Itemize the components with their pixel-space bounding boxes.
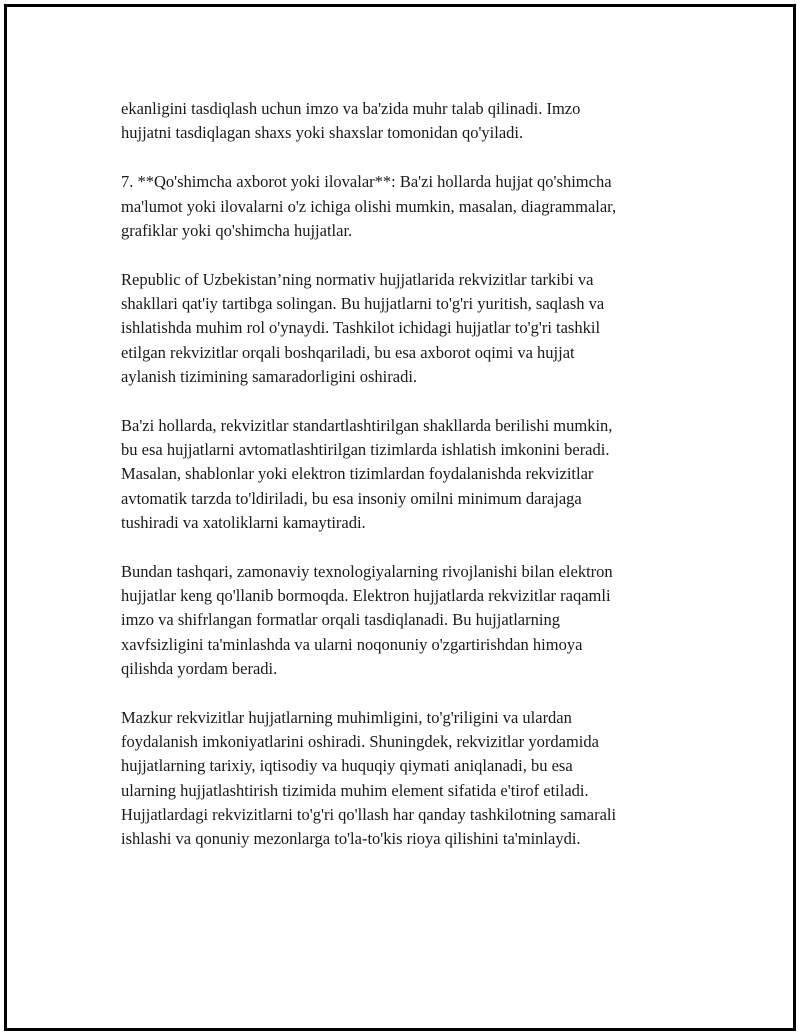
text-line: 7. **Qo'shimcha axborot yoki ilovalar**: Ba'zi hollarda hujjat qo'shimcha [121,172,612,192]
text-line: grafiklar yoki qo'shimcha hujjatlar. [121,220,353,240]
text-line: etilgan rekvizitlar orqali boshqariladi, bu esa axborot oqimi va hujjat [121,342,575,362]
text-line: ekanligini tasdiqlash uchun imzo va ba'zida muhr talab qilinadi. Imzo [121,99,581,118]
text-line: hujjatni tasdiqlagan shaxs yoki shaxslar tomonidan qo'yiladi. [121,123,524,143]
paragraph-standardized-forms [121,414,681,535]
paragraph-item-7-attachments [121,170,681,243]
document-body [121,97,681,876]
text-line: Hujjatlardagi rekvizitlarni to'g'ri qo'llash har qanday tashkilotning samarali [121,804,617,824]
text-line: bu esa hujjatlarni avtomatlashtirilgan tizimlarda ishlatish imkonini beradi. [121,440,610,460]
text-line: Republic of Uzbekistan’ning normativ hujjatlarida rekvizitlar tarkibi va [121,270,594,290]
text-line: imzo va shifrlangan formatlar orqali tasdiqlanadi. Bu hujjatlarning [121,610,560,630]
paragraph-normative-documents [121,268,681,389]
text-line: aylanish tizimining samaradorligini oshiradi. [121,366,418,386]
text-line: Mazkur rekvizitlar hujjatlarning muhimligini, to'g'riligini va ulardan [121,708,572,728]
text-line: qilishda yordam beradi. [121,658,278,678]
paragraph-signature-continuation [121,97,681,145]
text-line: ma'lumot yoki ilovalarni o'z ichiga olishi mumkin, masalan, diagrammalar, [121,196,617,216]
text-line: ishlashi va qonuniy mezonlarga to'la-to'kis rioya qilishini ta'minlaydi. [121,829,581,849]
text-line: ishlatishda muhim rol o'ynaydi. Tashkilot ichidagi hujjatlar to'g'ri tashkil [121,318,601,338]
text-line: Bundan tashqari, zamonaviy texnologiyalarning rivojlanishi bilan elektron [121,562,613,582]
text-line: shakllari qat'iy tartibga solingan. Bu hujjatlarni to'g'ri yuritish, saqlash va [121,294,605,314]
text-line: hujjatlarning tarixiy, iqtisodiy va huquqiy qiymati aniqlanadi, bu esa [121,756,573,776]
text-line: xavfsizligini ta'minlashda va ularni noqonuniy o'zgartirishdan himoya [121,634,583,654]
text-line: avtomatik tarzda to'ldiriladi, bu esa insoniy omilni minimum darajaga [121,488,582,508]
text-line: Ba'zi hollarda, rekvizitlar standartlashtirilgan shakllarda berilishi mumkin, [121,416,613,436]
text-line: foydalanish imkoniyatlarini oshiradi. Shuningdek, rekvizitlar yordamida [121,732,599,752]
text-line: tushiradi va xatoliklarni kamaytiradi. [121,512,366,532]
text-line: ularning hujjatlashtirish tizimida muhim element sifatida e'tirof etiladi. [121,780,589,800]
text-line: Masalan, shablonlar yoki elektron tizimlardan foydalanishda rekvizitlar [121,464,594,484]
paragraph-electronic-documents [121,560,681,681]
page-border [4,4,796,1031]
text-line: hujjatlar keng qo'llanib bormoqda. Elektron hujjatlarda rekvizitlar raqamli [121,586,611,606]
paragraph-conclusion [121,706,681,851]
